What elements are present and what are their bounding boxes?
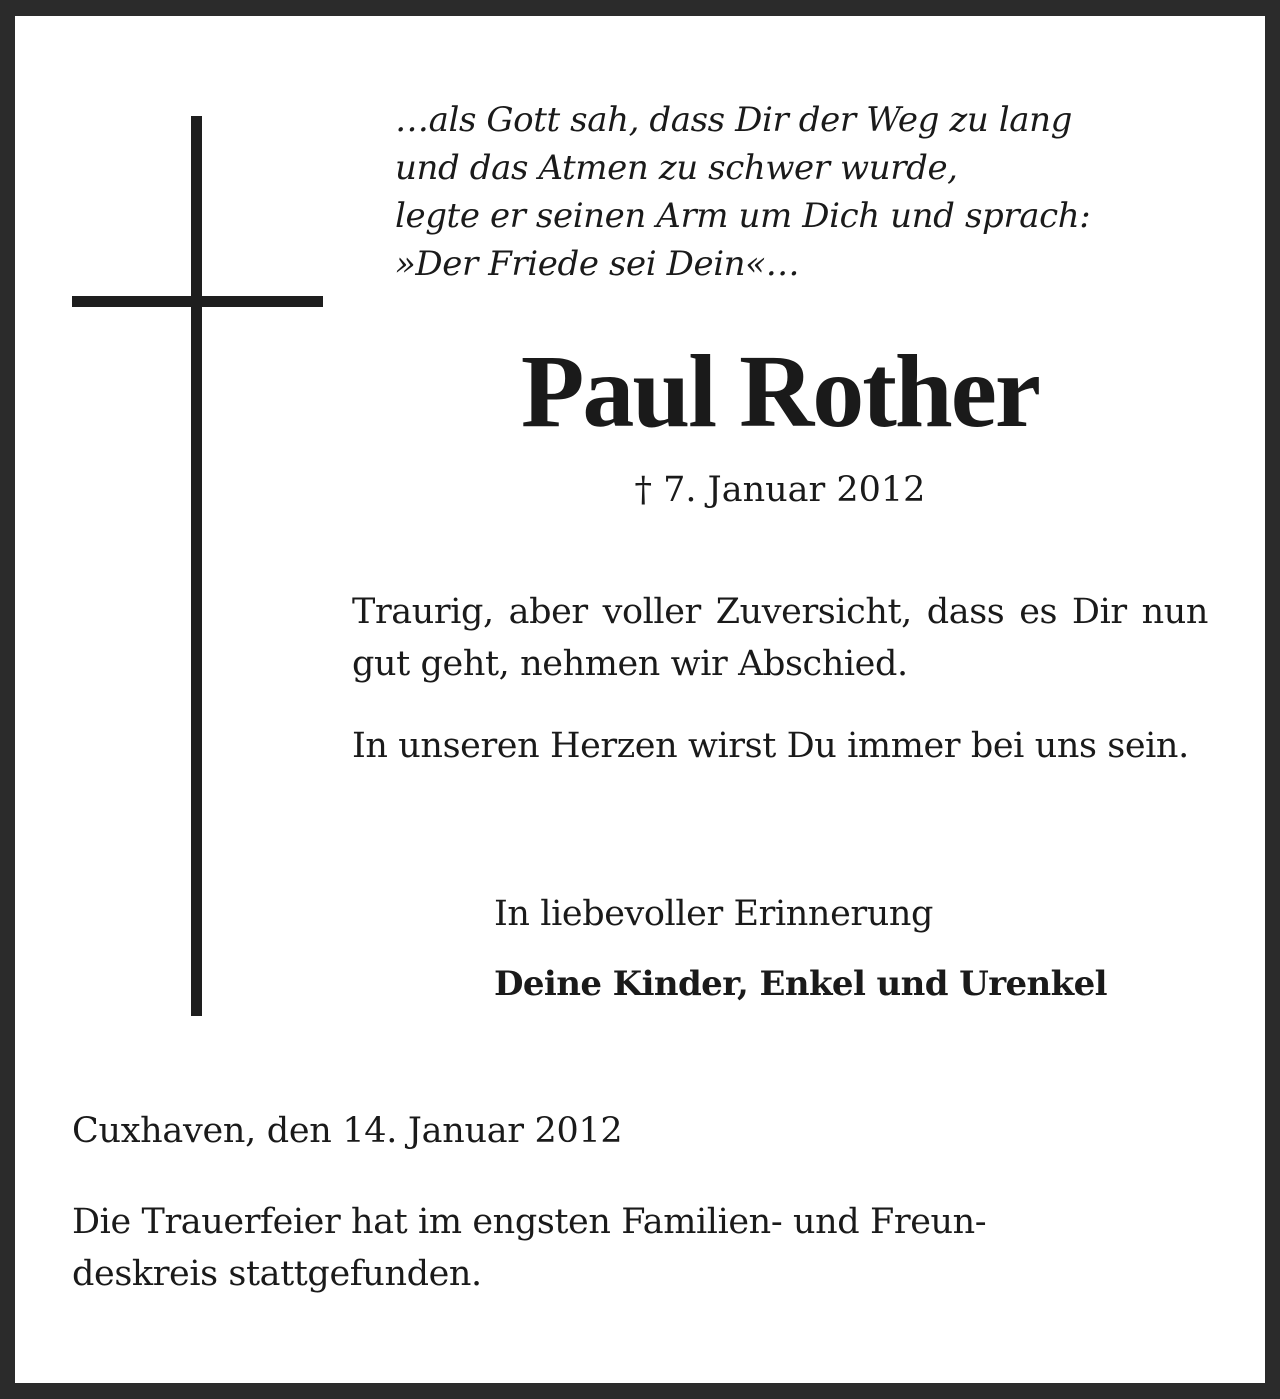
remembrance-paragraph: In unseren Herzen wirst Du immer bei uns sein. bbox=[352, 726, 1189, 766]
memory-line: In liebevoller Erinnerung bbox=[494, 894, 934, 934]
death-date: † 7. Januar 2012 bbox=[634, 470, 926, 510]
cross-vertical-bar bbox=[191, 116, 202, 1016]
cross-horizontal-bar bbox=[72, 296, 323, 307]
verse-quote: …als Gott sah, dass Dir der Weg zu lang und das Atmen zu schwer wurde, legte er seinen Arm um Dich und sprach: »Der Friede sei Dein«… bbox=[395, 100, 1091, 284]
place-date-line: Cuxhaven, den 14. Januar 2012 bbox=[72, 1111, 623, 1151]
farewell-paragraph: Traurig, aber voller Zuversicht, dass es Dir nun gut geht, nehmen wir Abschied. bbox=[352, 592, 1208, 684]
funeral-note: Die Trauerfeier hat im engsten Familien- und Freun- deskreis stattgefunden. bbox=[72, 1202, 987, 1294]
signers-line: Deine Kinder, Enkel und Urenkel bbox=[494, 964, 1107, 1004]
deceased-name: Paul Rother bbox=[520, 334, 1040, 449]
